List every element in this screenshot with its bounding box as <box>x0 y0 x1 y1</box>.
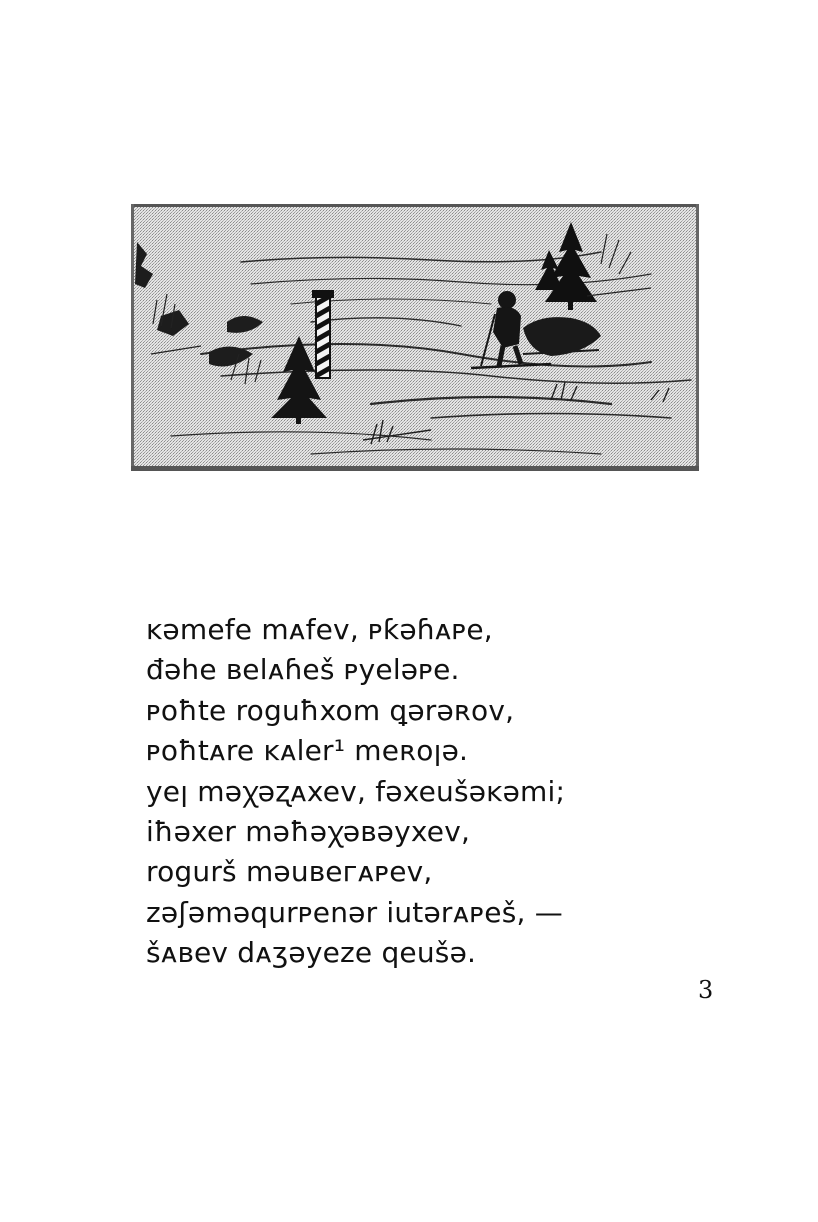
poem-line: iħəxer məħəꭓəʙəyxev, <box>146 815 471 849</box>
poem-line: ᴘoħte roguħxom ꝗərəʀov, <box>146 693 515 727</box>
winter-landscape-illustration <box>131 204 699 471</box>
poem-line: yeꞁ məꭓəʐᴀxev, fəxeušəĸəmi; <box>146 774 566 808</box>
page-number: 3 <box>698 976 714 1004</box>
illustration-background <box>131 204 699 471</box>
poem-text <box>146 610 706 974</box>
poem-line: zəʃəməqurᴘenər iutərᴀᴘeš, — <box>146 895 563 929</box>
poem-line: ᴘoħtᴀre ĸᴀler¹ meʀoꞁə. <box>146 734 469 768</box>
poem-line: rogurš məuʙeгᴀᴘev, <box>146 855 433 889</box>
poem-line: đəhe ʙelᴀɦeš ᴘyeləᴘe. <box>146 653 460 687</box>
poem-line: ĸəmefe mᴀfev, ᴘƙəɦᴀᴘe, <box>146 613 493 646</box>
striped-post <box>312 290 334 378</box>
poem-line: šᴀʙev dᴀʒəyeze qeušə. <box>146 936 477 970</box>
